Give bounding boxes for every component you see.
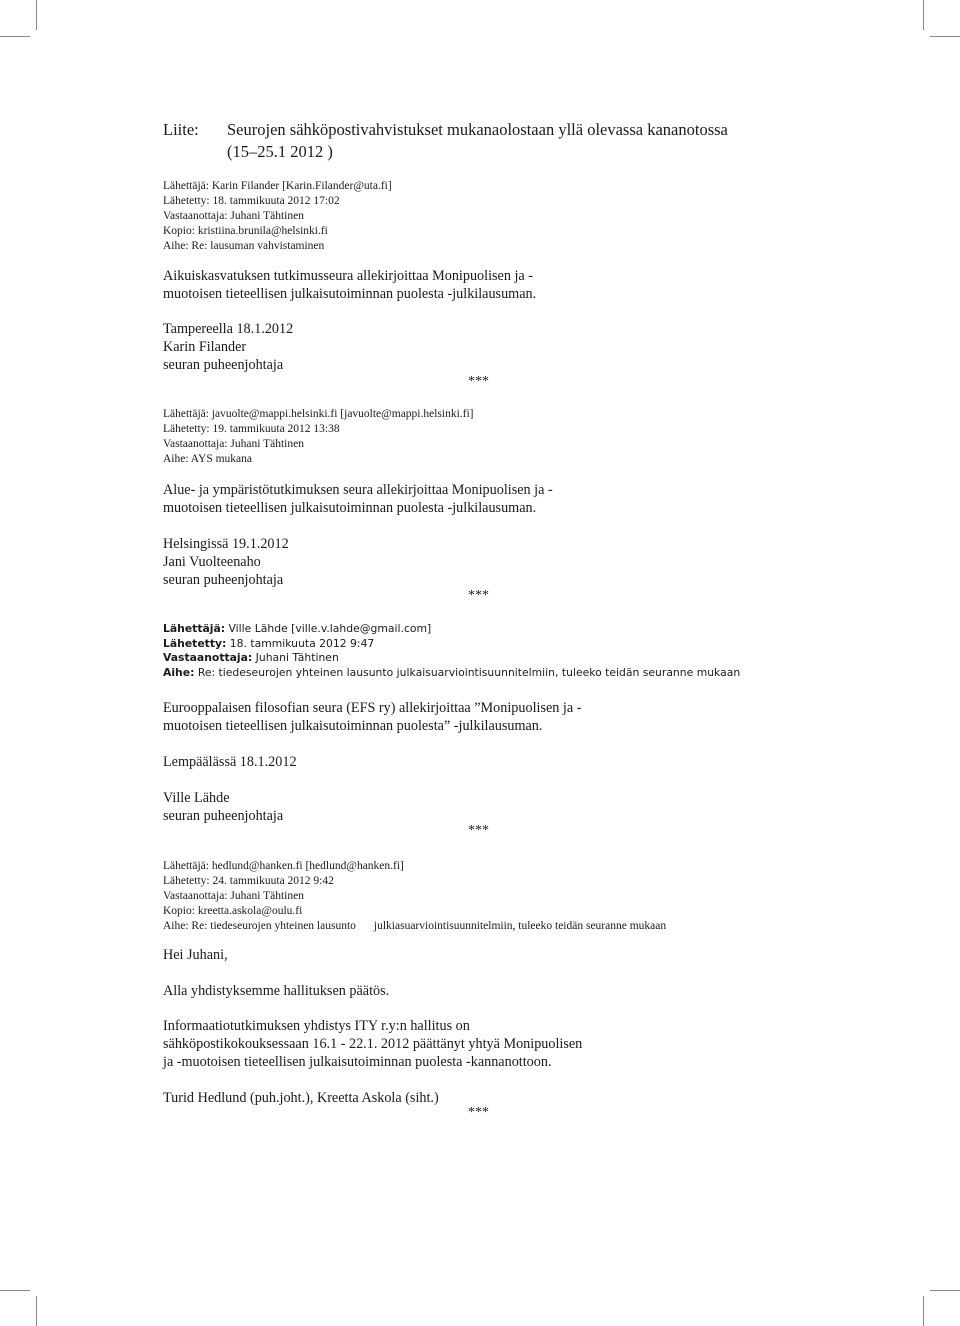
email1-to: Vastaanottaja: Juhani Tähtinen (163, 210, 304, 222)
email3-signature: Ville Lähde seuran puheenjohtaja (163, 790, 284, 824)
email2-sent: Lähetetty: 19. tammikuuta 2012 13:38 (163, 423, 340, 435)
liite-label: Liite: (163, 120, 199, 139)
email3-from: Lähettäjä: Ville Lähde [ville.v.lahde@gmail.com] (163, 622, 432, 635)
email4-subject: Aihe: Re: tiedeseurojen yhteinen lausunto julkiasuarviointisuunnitelmiin, tuleeko teidän seuranne mukaan (163, 920, 667, 932)
email1-subject: Aihe: Re: lausuman vahvistaminen (163, 240, 325, 252)
email2-body: Alue- ja ympäristötutkimuksen seura allekirjoittaa Monipuolisen ja - muotoisen tieteellisen julkaisutoiminnan puolesta -julkilausuman. (163, 482, 553, 516)
crop-mark (0, 36, 30, 37)
email1-header (163, 179, 392, 254)
email3-body: Eurooppalaisen filosofian seura (EFS ry) allekirjoittaa ”Monipuolisen ja - muotoisen tieteellisen julkaisutoiminnan puolesta” -julkilausuman. (163, 700, 582, 734)
crop-mark (0, 1290, 30, 1291)
email3-header (163, 622, 740, 680)
email3-sent: Lähetetty: 18. tammikuuta 2012 9:47 (163, 636, 375, 650)
email2-to: Vastaanottaja: Juhani Tähtinen (163, 438, 304, 450)
separator: *** (468, 588, 489, 603)
email3-place-date: Lempäälässä 18.1.2012 (163, 754, 297, 770)
email4-greeting: Hei Juhani, (163, 947, 228, 963)
separator: *** (468, 823, 489, 838)
crop-mark (923, 1296, 924, 1326)
email4-para1: Alla yhdistyksemme hallituksen päätös. (163, 983, 390, 999)
crop-mark (36, 0, 37, 30)
separator: *** (468, 374, 489, 389)
crop-mark (36, 1296, 37, 1326)
email2-signature: Helsingissä 19.1.2012 Jani Vuolteenaho seuran puheenjohtaja (163, 536, 289, 588)
email1-signature: Tampereella 18.1.2012 Karin Filander seuran puheenjohtaja (163, 321, 294, 373)
crop-mark (923, 0, 924, 30)
email4-to: Vastaanottaja: Juhani Tähtinen (163, 890, 304, 902)
email4-sent: Lähetetty: 24. tammikuuta 2012 9:42 (163, 875, 334, 887)
email2-from: Lähettäjä: javuolte@mappi.helsinki.fi [javuolte@mappi.helsinki.fi] (163, 408, 474, 420)
email4-header (163, 859, 666, 934)
email2-subject: Aihe: AYS mukana (163, 453, 253, 465)
email1-cc: Kopio: kristiina.brunila@helsinki.fi (163, 225, 328, 237)
email2-header (163, 407, 474, 467)
email4-para2: Informaatiotutkimuksen yhdistys ITY r.y:n hallitus on sähköpostikokouksessaan 16.1 - 22.1. 2012 päättänyt yhtyä Monipuolisen ja -muotoisen tieteellisen julkaisutoiminnan puolesta -kannanottoon. (163, 1018, 583, 1070)
email1-from: Lähettäjä: Karin Filander [Karin.Filander@uta.fi] (163, 180, 392, 192)
email4-cc: Kopio: kreetta.askola@oulu.fi (163, 905, 303, 917)
email3-subject: Aihe: Re: tiedeseurojen yhteinen lausunto julkaisuarviointisuunnitelmiin, tuleeko teidän seuranne mukaan (163, 665, 741, 679)
liite-title: Seurojen sähköpostivahvistukset mukanaolostaan yllä olevassa kananotossa (15–25.1 2012 ) (227, 120, 728, 161)
email1-sent: Lähetetty: 18. tammikuuta 2012 17:02 (163, 195, 340, 207)
crop-mark (930, 36, 960, 37)
email1-body: Aikuiskasvatuksen tutkimusseura allekirjoittaa Monipuolisen ja - muotoisen tieteellisen julkaisutoiminnan puolesta -julkilausuman. (163, 268, 537, 302)
email4-from: Lähettäjä: hedlund@hanken.fi [hedlund@hanken.fi] (163, 860, 404, 872)
email3-to: Vastaanottaja: Juhani Tähtinen (163, 651, 339, 664)
crop-mark (930, 1290, 960, 1291)
email4-signature: Turid Hedlund (puh.joht.), Kreetta Askola (siht.) (163, 1090, 439, 1106)
separator: *** (468, 1105, 489, 1120)
